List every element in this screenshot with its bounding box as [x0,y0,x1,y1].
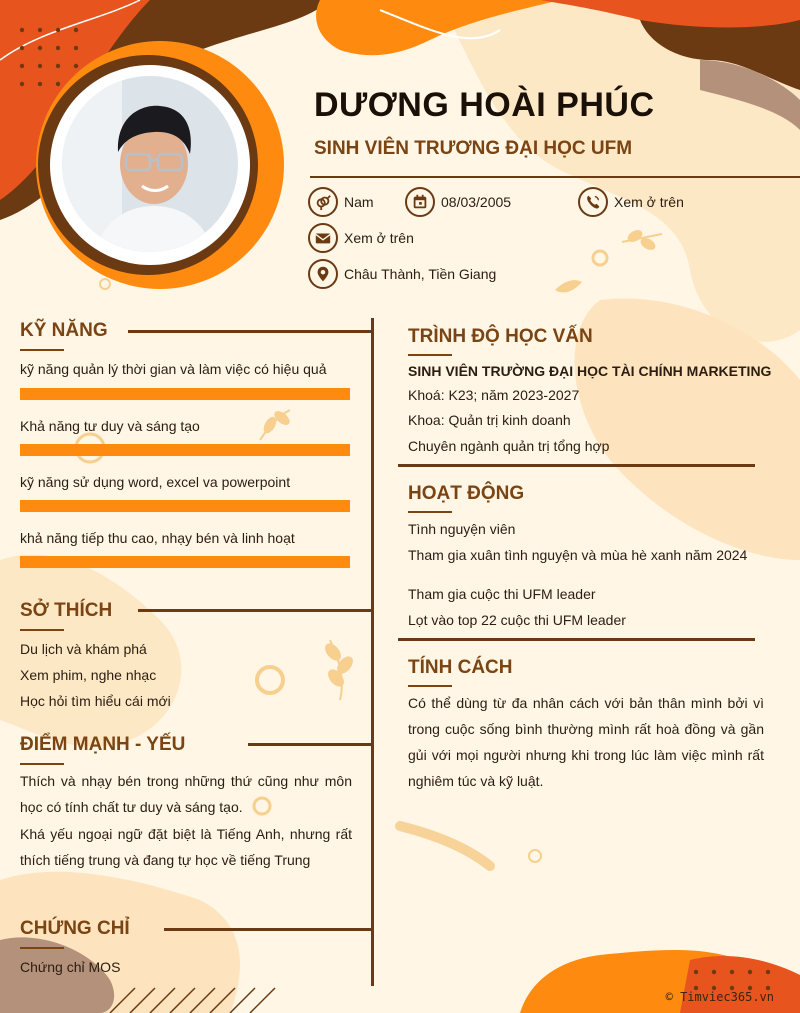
hobby-item: Học hỏi tìm hiểu cái mới [20,693,171,709]
location-pin-icon [308,259,338,289]
candidate-name: DƯƠNG HOÀI PHÚC [314,86,655,124]
activity-item: Lọt vào top 22 cuộc thi UFM leader [408,612,626,628]
certificates-heading-underline [20,947,64,949]
gender-icon [308,187,338,217]
education-heading: TRÌNH ĐỘ HỌC VẤN [408,326,593,347]
candidate-title: SINH VIÊN TRƯƠNG ĐẠI HỌC UFM [314,138,633,159]
education-school: SINH VIÊN TRƯỜNG ĐẠI HỌC TÀI CHÍNH MARKETING [408,363,772,379]
skill-bar [20,500,350,512]
activity-item: Tham gia xuân tình nguyện và mùa hè xanh năm 2024 [408,547,748,563]
skill-bar [20,556,350,568]
certificate-item: Chứng chỉ MOS [20,959,121,975]
skill-bar-fill [20,500,350,512]
mail-icon [308,223,338,253]
education-line: Khoa: Quản trị kinh doanh [408,412,571,428]
strengths-text: Thích và nhạy bén trong những thứ cũng như môn học có tính chất tư duy và sáng tạo. [20,773,352,815]
email-value: Xem ở trên [344,230,414,246]
hobby-item: Xem phim, nghe nhạc [20,667,157,683]
column-divider [371,318,374,986]
personality-heading: TÍNH CÁCH [408,657,513,678]
hobby-item: Du lịch và khám phá [20,641,147,657]
strengths-heading-rule [248,743,372,746]
hobbies-heading: SỞ THÍCH [20,600,113,621]
calendar-icon [405,187,435,217]
contact-address [308,259,496,289]
contact-phone [578,187,684,217]
skill-bar-fill [20,556,350,568]
activity-item: Tình nguyện viên [408,521,516,537]
education-line: Chuyên ngành quản trị tổng hợp [408,438,610,454]
birthday-value: 08/03/2005 [441,194,512,210]
profile-photo [58,72,242,256]
hobbies-heading-rule [138,609,372,612]
education-line: Khoá: K23; năm 2023-2027 [408,387,580,403]
address-value: Châu Thành, Tiền Giang [344,266,497,282]
phone-icon [578,187,608,217]
skill-bar [20,388,350,400]
strengths-heading: ĐIỂM MẠNH - YẾU [20,734,186,755]
contact-birthday [405,187,511,217]
gender-value: Nam [344,194,374,210]
weaknesses-text: Khá yếu ngoại ngữ đặt biệt là Tiếng Anh, nhưng rất thích tiếng trung và đang tự học về tiếng Trung [20,826,352,868]
hobbies-heading-underline [20,629,64,631]
skills-heading-rule [128,330,372,333]
activity-item: Tham gia cuộc thi UFM leader [408,586,596,602]
activities-divider [398,638,755,641]
skills-heading: KỸ NĂNG [20,320,108,341]
contact-gender [308,187,374,217]
strengths-heading-underline [20,763,64,765]
personality-text: Có thể dùng từ đa nhân cách với bản thân mình bởi vì trong cuộc sống bình thường mình rất hoà đồng và gần gủi với mọi người nhưng khi trong lúc làm việc mình rất nghiêm túc và kỹ luật. [408,695,764,789]
skill-label: Khả năng tư duy và sáng tạo [20,418,200,434]
certificates-heading-rule [164,928,372,931]
skill-bar-fill [20,388,350,400]
activities-heading: HOẠT ĐỘNG [408,483,525,504]
skills-heading-underline [20,349,64,351]
education-heading-underline [408,354,452,356]
skill-bar-fill [20,444,350,456]
phone-value: Xem ở trên [614,194,684,210]
contact-email [308,223,414,253]
skill-bar [20,444,350,456]
skill-label: kỹ năng quản lý thời gian và làm việc có hiệu quả [20,361,327,377]
header-divider [310,176,800,178]
certificates-heading: CHỨNG CHỈ [20,918,130,939]
skill-label: kỹ năng sử dụng word, excel va powerpoint [20,474,291,490]
education-divider [398,464,755,467]
footer-copyright: © Timviec365.vn [665,990,774,1004]
skill-label: khả năng tiếp thu cao, nhạy bén và linh hoạt [20,530,295,546]
activities-heading-underline [408,511,452,513]
personality-heading-underline [408,685,452,687]
